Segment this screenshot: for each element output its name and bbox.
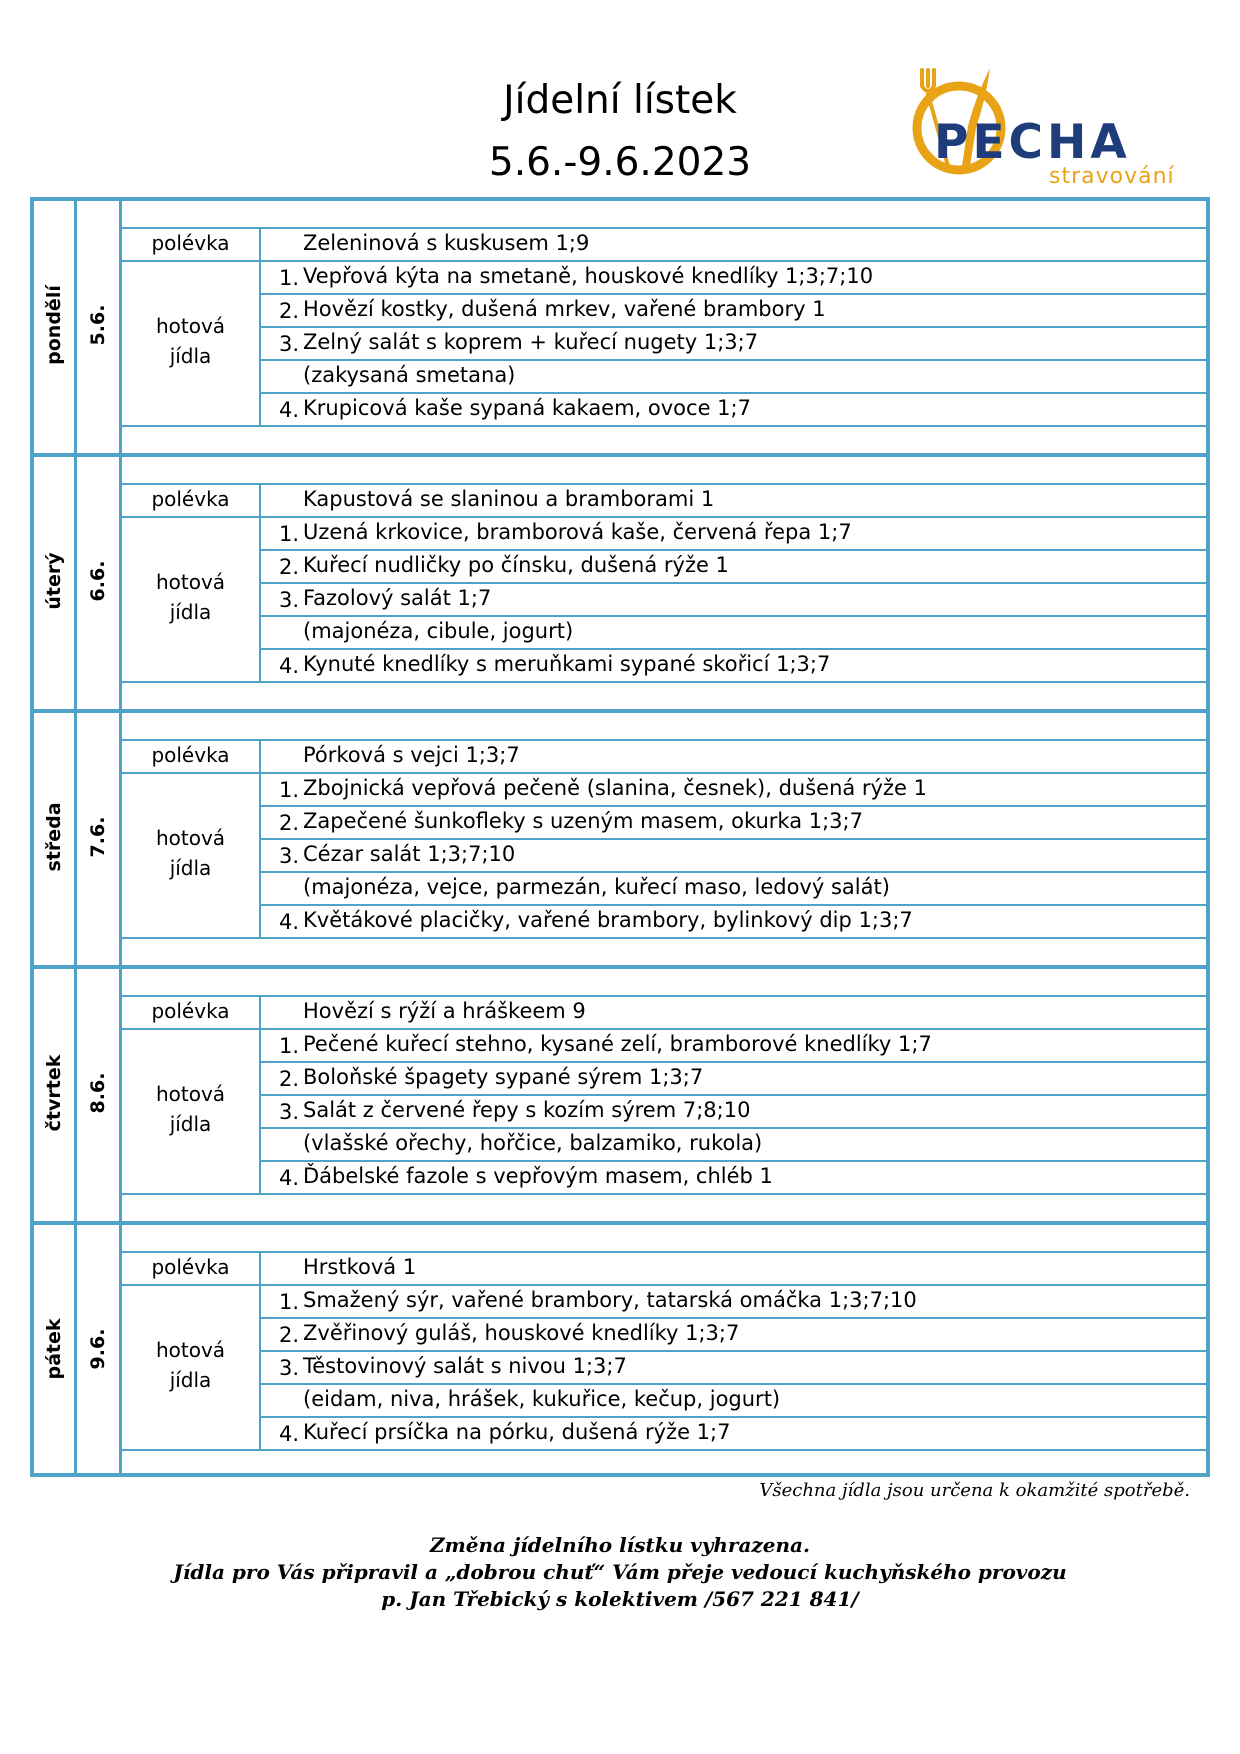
dish-text: Cézar salát 1;3;7;10 — [303, 842, 516, 866]
meals-label: jídla — [169, 600, 212, 624]
meals-label: jídla — [169, 1112, 212, 1136]
dish-text: Smažený sýr, vařené brambory, tatarská omáčka 1;3;7;10 — [303, 1288, 917, 1312]
dish-text: Kuřecí prsíčka na pórku, dušená rýže 1;7 — [303, 1420, 731, 1444]
footer-line-3: p. Jan Třebický s kolektivem /567 221 841/ — [381, 1587, 859, 1611]
soup-text: Kapustová se slaninou a bramborami 1 — [303, 487, 715, 511]
dish-number: 3. — [278, 1100, 299, 1124]
dish-number — [259, 1127, 299, 1129]
dish-number: 4. — [278, 1422, 299, 1446]
dish-text: Zbojnická vepřová pečeně (slanina, česnek), dušená rýže 1 — [303, 776, 927, 800]
soup-text: Pórková s vejci 1;3;7 — [303, 743, 520, 767]
pecha-logo — [904, 66, 1194, 189]
dish-number — [259, 1383, 299, 1385]
dish-number — [259, 871, 299, 873]
dish-number: 2. — [278, 299, 299, 323]
soup-text: Hovězí s rýží a hráškeem 9 — [303, 999, 586, 1023]
meals-label: jídla — [169, 344, 212, 368]
dish-number: 4. — [278, 910, 299, 934]
meals-label: hotová — [155, 314, 226, 338]
dish-number: 4. — [278, 398, 299, 422]
dish-text: Zvěřinový guláš, houskové knedlíky 1;3;7 — [303, 1321, 740, 1345]
dish-text: (zakysaná smetana) — [303, 363, 516, 387]
menu-table — [30, 197, 1210, 1477]
dish-number — [259, 615, 299, 617]
soup-label: polévka — [151, 999, 230, 1023]
day-grid — [122, 709, 1206, 965]
day-grid — [122, 965, 1206, 1221]
date-cell — [77, 1221, 122, 1477]
dish-number: 3. — [278, 332, 299, 356]
day-name: úterý — [43, 552, 65, 610]
day-name-cell — [34, 1221, 77, 1477]
dish-text: (majonéza, vejce, parmezán, kuřecí maso, ledový salát) — [303, 875, 890, 899]
day-name-cell — [34, 709, 77, 965]
dish-number — [259, 359, 299, 361]
soup-text: Hrstková 1 — [303, 1255, 417, 1279]
soup-label: polévka — [151, 743, 230, 767]
day-name-cell — [34, 453, 77, 709]
dish-text: Fazolový salát 1;7 — [303, 586, 492, 610]
logo-tagline: stravování — [1049, 164, 1175, 189]
dish-text: Hovězí kostky, dušená mrkev, vařené brambory 1 — [303, 297, 826, 321]
dish-number: 1. — [278, 1034, 299, 1058]
day-block — [30, 709, 1210, 965]
day-block — [30, 965, 1210, 1221]
meals-label: jídla — [169, 1368, 212, 1392]
day-name: pátek — [43, 1318, 65, 1380]
dish-text: Boloňské špagety sypané sýrem 1;3;7 — [303, 1065, 704, 1089]
dish-text: Zelný salát s koprem + kuřecí nugety 1;3;7 — [303, 330, 759, 354]
dish-text: Zapečené šunkofleky s uzeným masem, okurka 1;3;7 — [303, 809, 863, 833]
soup-label: polévka — [151, 1255, 230, 1279]
dish-number: 4. — [278, 1166, 299, 1190]
meals-label: hotová — [155, 826, 226, 850]
meals-label: hotová — [155, 1082, 226, 1106]
day-grid — [122, 1221, 1206, 1477]
day-name-cell — [34, 197, 77, 453]
meals-label: hotová — [155, 570, 226, 594]
dish-number: 1. — [278, 778, 299, 802]
dish-text: Kuřecí nudličky po čínsku, dušená rýže 1 — [303, 553, 729, 577]
logo-brand: PECHA — [934, 115, 1131, 170]
date-cell — [77, 197, 122, 453]
dish-text: (eidam, niva, hrášek, kukuřice, kečup, jogurt) — [303, 1387, 781, 1411]
footer-line-2: Jídla pro Vás připravil a „dobrou chuť“ Vám přeje vedoucí kuchyňského provozu — [173, 1560, 1067, 1584]
dish-number: 2. — [278, 1323, 299, 1347]
soup-label: polévka — [151, 231, 230, 255]
dish-text: (majonéza, cibule, jogurt) — [303, 619, 574, 643]
dish-text: Salát z červené řepy s kozím sýrem 7;8;10 — [303, 1098, 751, 1122]
day-date: 6.6. — [87, 560, 109, 602]
meals-label: hotová — [155, 1338, 226, 1362]
dish-text: Vepřová kýta na smetaně, houskové knedlíky 1;3;7;10 — [303, 264, 874, 288]
day-name: pondělí — [43, 285, 65, 365]
dish-number: 3. — [278, 588, 299, 612]
day-name-cell — [34, 965, 77, 1221]
day-grid — [122, 453, 1206, 709]
dish-number: 1. — [278, 1290, 299, 1314]
date-range: 5.6.-9.6.2023 — [488, 140, 752, 185]
dish-text: Květákové placičky, vařené brambory, bylinkový dip 1;3;7 — [303, 908, 913, 932]
dish-number: 3. — [278, 1356, 299, 1380]
dish-text: Krupicová kaše sypaná kakaem, ovoce 1;7 — [303, 396, 751, 420]
day-date: 7.6. — [87, 816, 109, 858]
date-cell — [77, 453, 122, 709]
date-cell — [77, 965, 122, 1221]
meals-label: jídla — [169, 856, 212, 880]
day-block — [30, 1221, 1210, 1477]
dish-number: 2. — [278, 1067, 299, 1091]
date-cell — [77, 709, 122, 965]
soup-label: polévka — [151, 487, 230, 511]
day-block — [30, 453, 1210, 709]
consumption-note: Všechna jídla jsou určena k okamžité spotřebě. — [759, 1480, 1190, 1501]
day-grid — [122, 197, 1206, 453]
dish-text: Ďábelské fazole s vepřovým masem, chléb 1 — [303, 1164, 773, 1188]
dish-number: 2. — [278, 555, 299, 579]
dish-number: 1. — [278, 266, 299, 290]
day-name: čtvrtek — [43, 1054, 65, 1132]
dish-text: (vlašské ořechy, hořčice, balzamiko, rukola) — [303, 1131, 763, 1155]
soup-text: Zeleninová s kuskusem 1;9 — [303, 231, 590, 255]
day-date: 9.6. — [87, 1328, 109, 1370]
dish-number: 2. — [278, 811, 299, 835]
day-block — [30, 197, 1210, 453]
dish-text: Těstovinový salát s nivou 1;3;7 — [303, 1354, 627, 1378]
dish-number: 3. — [278, 844, 299, 868]
dish-text: Kynuté knedlíky s meruňkami sypané skořicí 1;3;7 — [303, 652, 831, 676]
dish-text: Pečené kuřecí stehno, kysané zelí, bramborové knedlíky 1;7 — [303, 1032, 932, 1056]
dish-text: Uzená krkovice, bramborová kaše, červená řepa 1;7 — [303, 520, 852, 544]
footer-line-1: Změna jídelního lístku vyhrazena. — [430, 1533, 810, 1557]
dish-number: 1. — [278, 522, 299, 546]
day-date: 5.6. — [87, 304, 109, 346]
page-title: Jídelní lístek — [503, 78, 737, 123]
day-name: středa — [43, 802, 65, 872]
dish-number: 4. — [278, 654, 299, 678]
day-date: 8.6. — [87, 1072, 109, 1114]
